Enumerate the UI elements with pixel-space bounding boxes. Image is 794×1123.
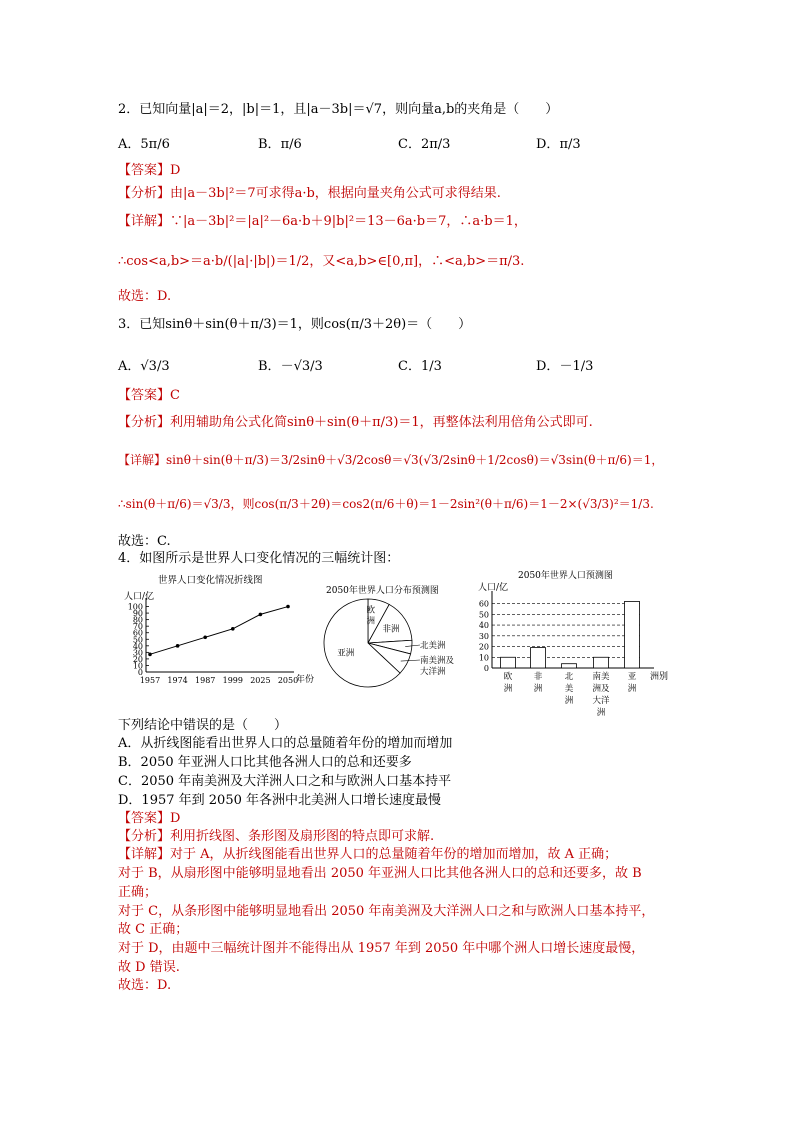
line-chart-xtick-label: 1957 [139, 676, 161, 685]
pie-label: 南美洲及 [420, 656, 455, 666]
q3-option-d: D．－1/3 [536, 359, 594, 374]
pie-chart-title: 2050年世界人口分布预测图 [326, 586, 439, 596]
q2-option-a: A．5π/6 [118, 137, 170, 152]
line-chart-point [286, 605, 290, 609]
population-bar-chart [474, 567, 690, 719]
bar-chart-xtick-label: 洲 [596, 708, 606, 718]
line-chart-xtick-label: 2025 [250, 676, 271, 685]
pie-label: 非洲 [382, 624, 400, 635]
line-chart-xlabel: 年份 [296, 675, 315, 685]
bar-chart-xticks [504, 671, 637, 718]
q3-option-c: C．1/3 [398, 359, 442, 374]
bar-chart-xlabel: 洲别 [650, 672, 669, 682]
line-chart-ylabel: 人口/亿 [124, 592, 155, 602]
bar-chart-xtick-label: 洲及 [592, 684, 610, 694]
bar-chart-xtick-label: 欧 [503, 672, 513, 682]
line-chart-xtick-label: 1987 [195, 676, 216, 685]
bar-chart-ytick-label: 20 [478, 642, 489, 652]
line-chart-title: 世界人口变化情况折线图 [158, 575, 263, 586]
q4-detail-line3: 正确； [118, 885, 158, 900]
bar-chart-xtick-label: 洲 [503, 684, 513, 694]
q3-detail-line2: ∴sin(θ＋π/6)＝√3/3，则cos(π/3＋2θ)＝cos2(π/6＋θ)＝1－2sin²(θ＋π/6)＝1－2×(√3/3)²＝1/3. [118, 497, 654, 511]
q4-analysis: 【分析】利用折线图、条形图及扇形图的特点即可求解. [118, 829, 435, 844]
bar-chart-xtick-label: 洲 [627, 684, 637, 694]
q3-answer: 【答案】C [118, 388, 180, 403]
q4-detail-line5: 故 C 正确； [118, 922, 189, 937]
q2-option-d: D．π/3 [536, 137, 581, 152]
population-line-chart [118, 572, 328, 690]
line-chart-ytick-label: 80 [132, 615, 143, 625]
q4-option-c: C．2050 年南美洲及大洋洲人口之和与欧洲人口基本持平 [118, 774, 452, 789]
line-chart-point [203, 636, 207, 640]
bar-chart-xtick-label: 美 [564, 684, 574, 694]
line-chart-xtick-label: 2050 [277, 676, 299, 685]
q4-option-b: B．2050 年亚洲人口比其他各洲人口的总和还要多 [118, 755, 412, 770]
q3-detail-line1: 【详解】sinθ＋sin(θ＋π/3)＝3/2sinθ＋√3/2cosθ＝√3(√3/2sinθ＋1/2cosθ)＝√3sin(θ＋π/6)＝1， [118, 453, 664, 467]
q4-conclusion: 故选：D. [118, 978, 172, 993]
line-chart-ytick-label: 20 [132, 654, 143, 664]
bar-chart-xtick-label: 洲 [533, 684, 543, 694]
q2-analysis: 【分析】由|a－3b|²＝7可求得a·b，根据向量夹角公式可求得结果. [118, 186, 501, 201]
q2-answer: 【答案】D [118, 163, 181, 178]
line-chart-point [231, 627, 235, 631]
line-chart-series [150, 607, 288, 655]
bar-chart-ytick-label: 30 [478, 631, 489, 641]
q2-detail-line2: ∴cos<a,b>＝a·b/(|a|·|b|)＝1/2，又<a,b>∈[0,π]，∴<a,b>＝π/3. [118, 254, 525, 269]
q2-option-c: C．2π/3 [398, 137, 451, 152]
q3-option-a: A．√3/3 [118, 359, 170, 374]
bar-chart-gridlines [492, 604, 642, 658]
q4-detail-line4: 对于 C，从条形图中能够明显地看出 2050 年南美洲及大洋洲人口之和与欧洲人口基本持平， [118, 904, 655, 919]
line-chart-xtick-label: 1974 [167, 676, 188, 685]
q2-detail-line1: 【详解】∵|a－3b|²＝|a|²－6a·b＋9|b|²＝13－6a·b＝7，∴a·b＝1， [118, 214, 527, 229]
population-pie-chart [322, 577, 470, 695]
bar-chart-ytick-label: 10 [478, 653, 489, 663]
pie-label: 北美洲 [420, 641, 446, 651]
q3-option-b: B．－√3/3 [258, 359, 323, 374]
q3-analysis: 【分析】利用辅助角公式化简sinθ＋sin(θ＋π/3)＝1，再整体法利用倍角公式即可. [118, 415, 593, 430]
q4-detail-line7: 故 D 错误. [118, 960, 180, 975]
line-chart-ytick-label: 0 [137, 668, 143, 677]
bar-chart-ylabel: 人口/亿 [478, 583, 509, 593]
bar-chart-yticks [479, 600, 489, 673]
line-chart-point [176, 644, 180, 648]
line-chart-ytick-label: 60 [132, 628, 143, 638]
q4-answer: 【答案】D [118, 811, 181, 826]
q4-detail-line6: 对于 D，由题中三幅统计图并不能得出从 1957 年到 2050 年中哪个洲人口增长速度最慢， [118, 941, 645, 956]
q4-option-a: A．从折线图能看出世界人口的总量随着年份的增加而增加 [118, 736, 453, 751]
bar-chart-ytick-label: 50 [478, 610, 489, 620]
bar-chart-xtick-label: 大洋 [592, 696, 610, 706]
q4-detail-line2: 对于 B，从扇形图中能够明显地看出 2050 年亚洲人口比其他各洲人口的总和还要多，故 B [118, 866, 642, 881]
bar-chart-ytick-label: 60 [478, 599, 489, 609]
pie-label: 欧 [366, 605, 376, 616]
line-chart-xticks [140, 676, 298, 685]
bar-chart-xtick-label: 亚 [627, 672, 637, 682]
q4-detail-line1: 【详解】对于 A，从折线图能看出世界人口的总量随着年份的增加而增加，故 A 正确； [118, 847, 618, 862]
bar-chart-bars [501, 601, 640, 668]
pie-label: 亚洲 [337, 648, 355, 659]
q2-option-b: B．π/6 [258, 137, 302, 152]
bar-chart-bar [501, 657, 516, 668]
bar-chart-xtick-label: 非 [533, 672, 543, 682]
q3-conclusion: 故选：C. [118, 534, 171, 549]
bar-chart-title: 2050年世界人口预测图 [518, 571, 613, 581]
line-chart-ytick-label: 90 [132, 609, 143, 619]
q2-stem: 2．已知向量|a|＝2，|b|＝1，且|a－3b|＝√7，则向量a,b的夹角是（ ） [118, 102, 559, 117]
bar-chart-bar [625, 601, 640, 668]
bar-chart-bar [531, 648, 546, 668]
line-chart-ytick-label: 70 [132, 622, 143, 632]
line-chart-point [148, 653, 152, 657]
q4-stem: 4．如图所示是世界人口变化情况的三幅统计图： [118, 551, 400, 566]
line-chart-ytick-label: 30 [132, 648, 143, 658]
line-chart-ytick-label: 50 [132, 635, 143, 645]
line-chart-point [259, 613, 263, 617]
line-chart-ytick-label: 100 [127, 602, 143, 612]
bar-chart-ytick-label: 40 [478, 621, 489, 631]
line-chart-axes [146, 598, 294, 672]
q4-option-d: D．1957 年到 2050 年各洲中北美洲人口增长速度最慢 [118, 793, 441, 808]
bar-chart-xtick-label: 洲 [564, 696, 574, 706]
q4-question: 下列结论中错误的是（ ） [118, 718, 288, 733]
q2-conclusion: 故选：D. [118, 289, 172, 304]
bar-chart-bar [562, 664, 577, 668]
line-chart-ytick-label: 10 [132, 661, 143, 671]
q3-stem: 3．已知sinθ＋sin(θ＋π/3)＝1，则cos(π/3＋2θ)＝（ ） [118, 317, 472, 332]
pie-label: 洲 [366, 616, 376, 627]
bar-chart-bar [594, 657, 609, 668]
line-chart-xtick-label: 1999 [222, 676, 243, 685]
bar-chart-xtick-label: 南美 [592, 672, 610, 682]
bar-chart-ytick-label: 0 [483, 664, 489, 673]
bar-chart-xtick-label: 北 [564, 672, 574, 682]
line-chart-ytick-label: 40 [132, 641, 143, 651]
pie-label: 大洋洲 [420, 667, 446, 677]
